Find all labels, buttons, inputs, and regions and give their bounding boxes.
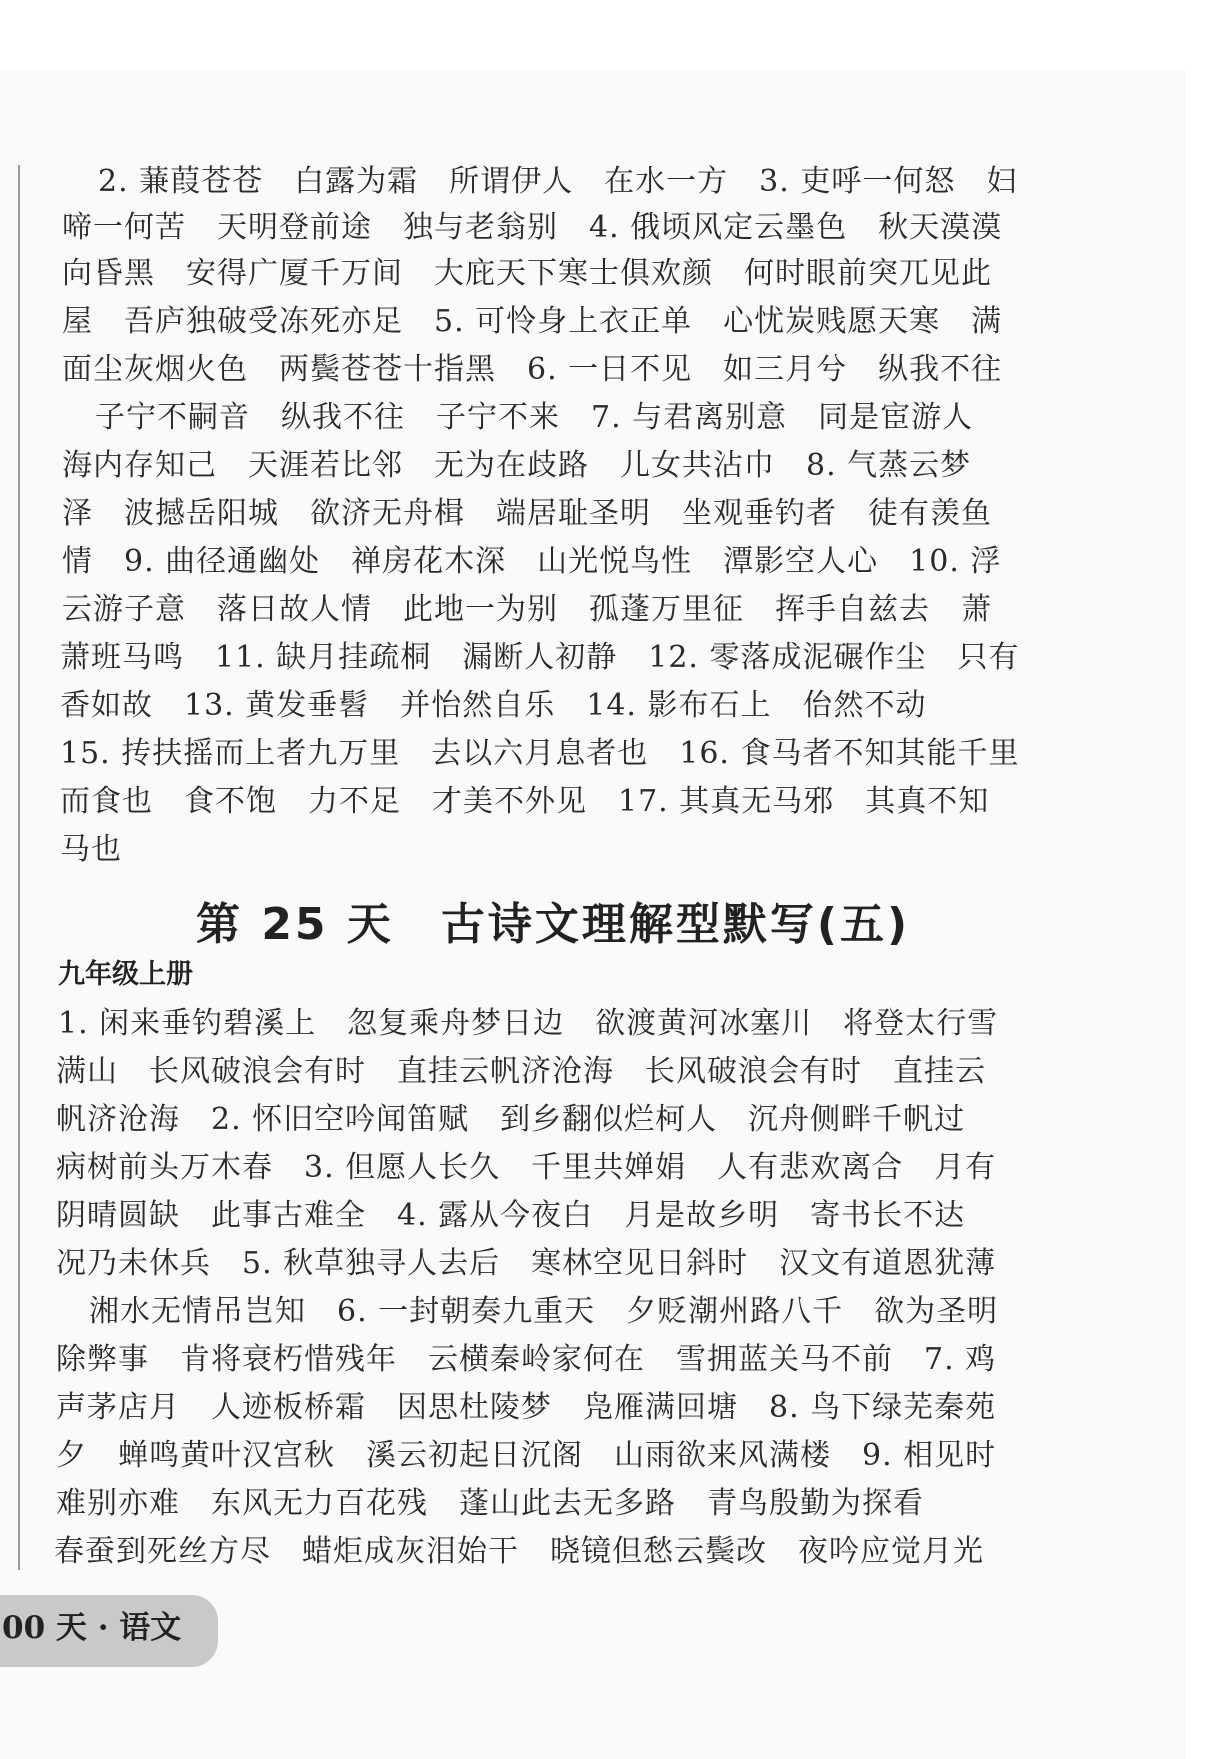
- text-line: 1. 闲来垂钓碧溪上 忽复乘舟梦日边 欲渡黄河冰塞川 将登太行雪: [58, 1006, 999, 1041]
- text-line: 况乃未休兵 5. 秋草独寻人去后 寒林空见日斜时 汉文有道恩犹薄: [56, 1246, 997, 1281]
- text-line: 除弊事 肯将衰朽惜残年 云横秦岭家何在 雪拥蓝关马不前 7. 鸡: [56, 1342, 997, 1377]
- text-line: 难别亦难 东风无力百花残 蓬山此去无多路 青鸟殷勤为探看: [56, 1486, 924, 1521]
- margin-rule: [18, 165, 20, 1570]
- text-line: 帆济沧海 2. 怀旧空吟闻笛赋 到乡翻似烂柯人 沉舟侧畔千帆过: [56, 1102, 966, 1137]
- text-line: 云游子意 落日故人情 此地一为别 孤蓬万里征 挥手自兹去 萧: [62, 592, 992, 627]
- text-line: 声茅店月 人迹板桥霜 因思杜陵梦 凫雁满回塘 8. 鸟下绿芜秦苑: [56, 1390, 997, 1425]
- text-line: 面尘灰烟火色 两鬓苍苍十指黑 6. 一日不见 如三月兮 纵我不往: [62, 352, 1003, 387]
- text-line: 湘水无情吊岂知 6. 一封朝奏九重天 夕贬潮州路八千 欲为圣明: [58, 1294, 999, 1329]
- text-line: 啼一何苦 天明登前途 独与老翁别 4. 俄顷风定云墨色 秋天漠漠: [62, 210, 1003, 245]
- text-line: 泽 波撼岳阳城 欲济无舟楫 端居耻圣明 坐观垂钓者 徒有羡鱼: [62, 496, 992, 531]
- text-line: 15. 抟扶摇而上者九万里 去以六月息者也 16. 食马者不知其能千里: [60, 736, 1020, 771]
- text-line: 2. 蒹葭苍苍 白露为霜 所谓伊人 在水一方 3. 吏呼一何怒 妇: [98, 164, 1018, 199]
- section-subheading: 九年级上册: [58, 959, 193, 990]
- text-line: 满山 长风破浪会有时 直挂云帆济沧海 长风破浪会有时 直挂云: [56, 1054, 986, 1089]
- text-line: 而食也 食不饱 力不足 才美不外见 17. 其真无马邪 其真不知: [60, 784, 990, 819]
- text-line: 萧班马鸣 11. 缺月挂疏桐 漏断人初静 12. 零落成泥碾作尘 只有: [60, 640, 1020, 675]
- text-line: 春蚕到死丝方尽 蜡炬成灰泪始干 晓镜但愁云鬓改 夜吟应觉月光: [54, 1534, 984, 1569]
- text-line: 向昏黑 安得广厦千万间 大庇天下寒士俱欢颜 何时眼前突兀见此: [62, 256, 992, 291]
- text-line: 情 9. 曲径通幽处 禅房花木深 山光悦鸟性 潭影空人心 10. 浮: [62, 544, 1002, 579]
- text-line: 子宁不嗣音 纵我不往 子宁不来 7. 与君离别意 同是宦游人: [64, 400, 974, 435]
- page-footer-label: 00 天 · 语文: [2, 1610, 182, 1646]
- text-line: 阴晴圆缺 此事古难全 4. 露从今夜白 月是故乡明 寄书长不达: [56, 1198, 966, 1233]
- section-heading: 第 25 天 古诗文理解型默写(五): [196, 899, 911, 950]
- text-line: 马也: [60, 832, 122, 867]
- text-line: 屋 吾庐独破受冻死亦足 5. 可怜身上衣正单 心忧炭贱愿天寒 满: [62, 304, 1003, 339]
- text-line: 香如故 13. 黄发垂髫 并怡然自乐 14. 影布石上 佁然不动: [60, 688, 927, 723]
- text-line: 病树前头万木春 3. 但愿人长久 千里共婵娟 人有悲欢离合 月有: [56, 1150, 997, 1185]
- text-line: 海内存知己 天涯若比邻 无为在歧路 儿女共沾巾 8. 气蒸云梦: [62, 448, 972, 483]
- text-line: 夕 蝉鸣黄叶汉宫秋 溪云初起日沉阁 山雨欲来风满楼 9. 相见时: [56, 1438, 997, 1473]
